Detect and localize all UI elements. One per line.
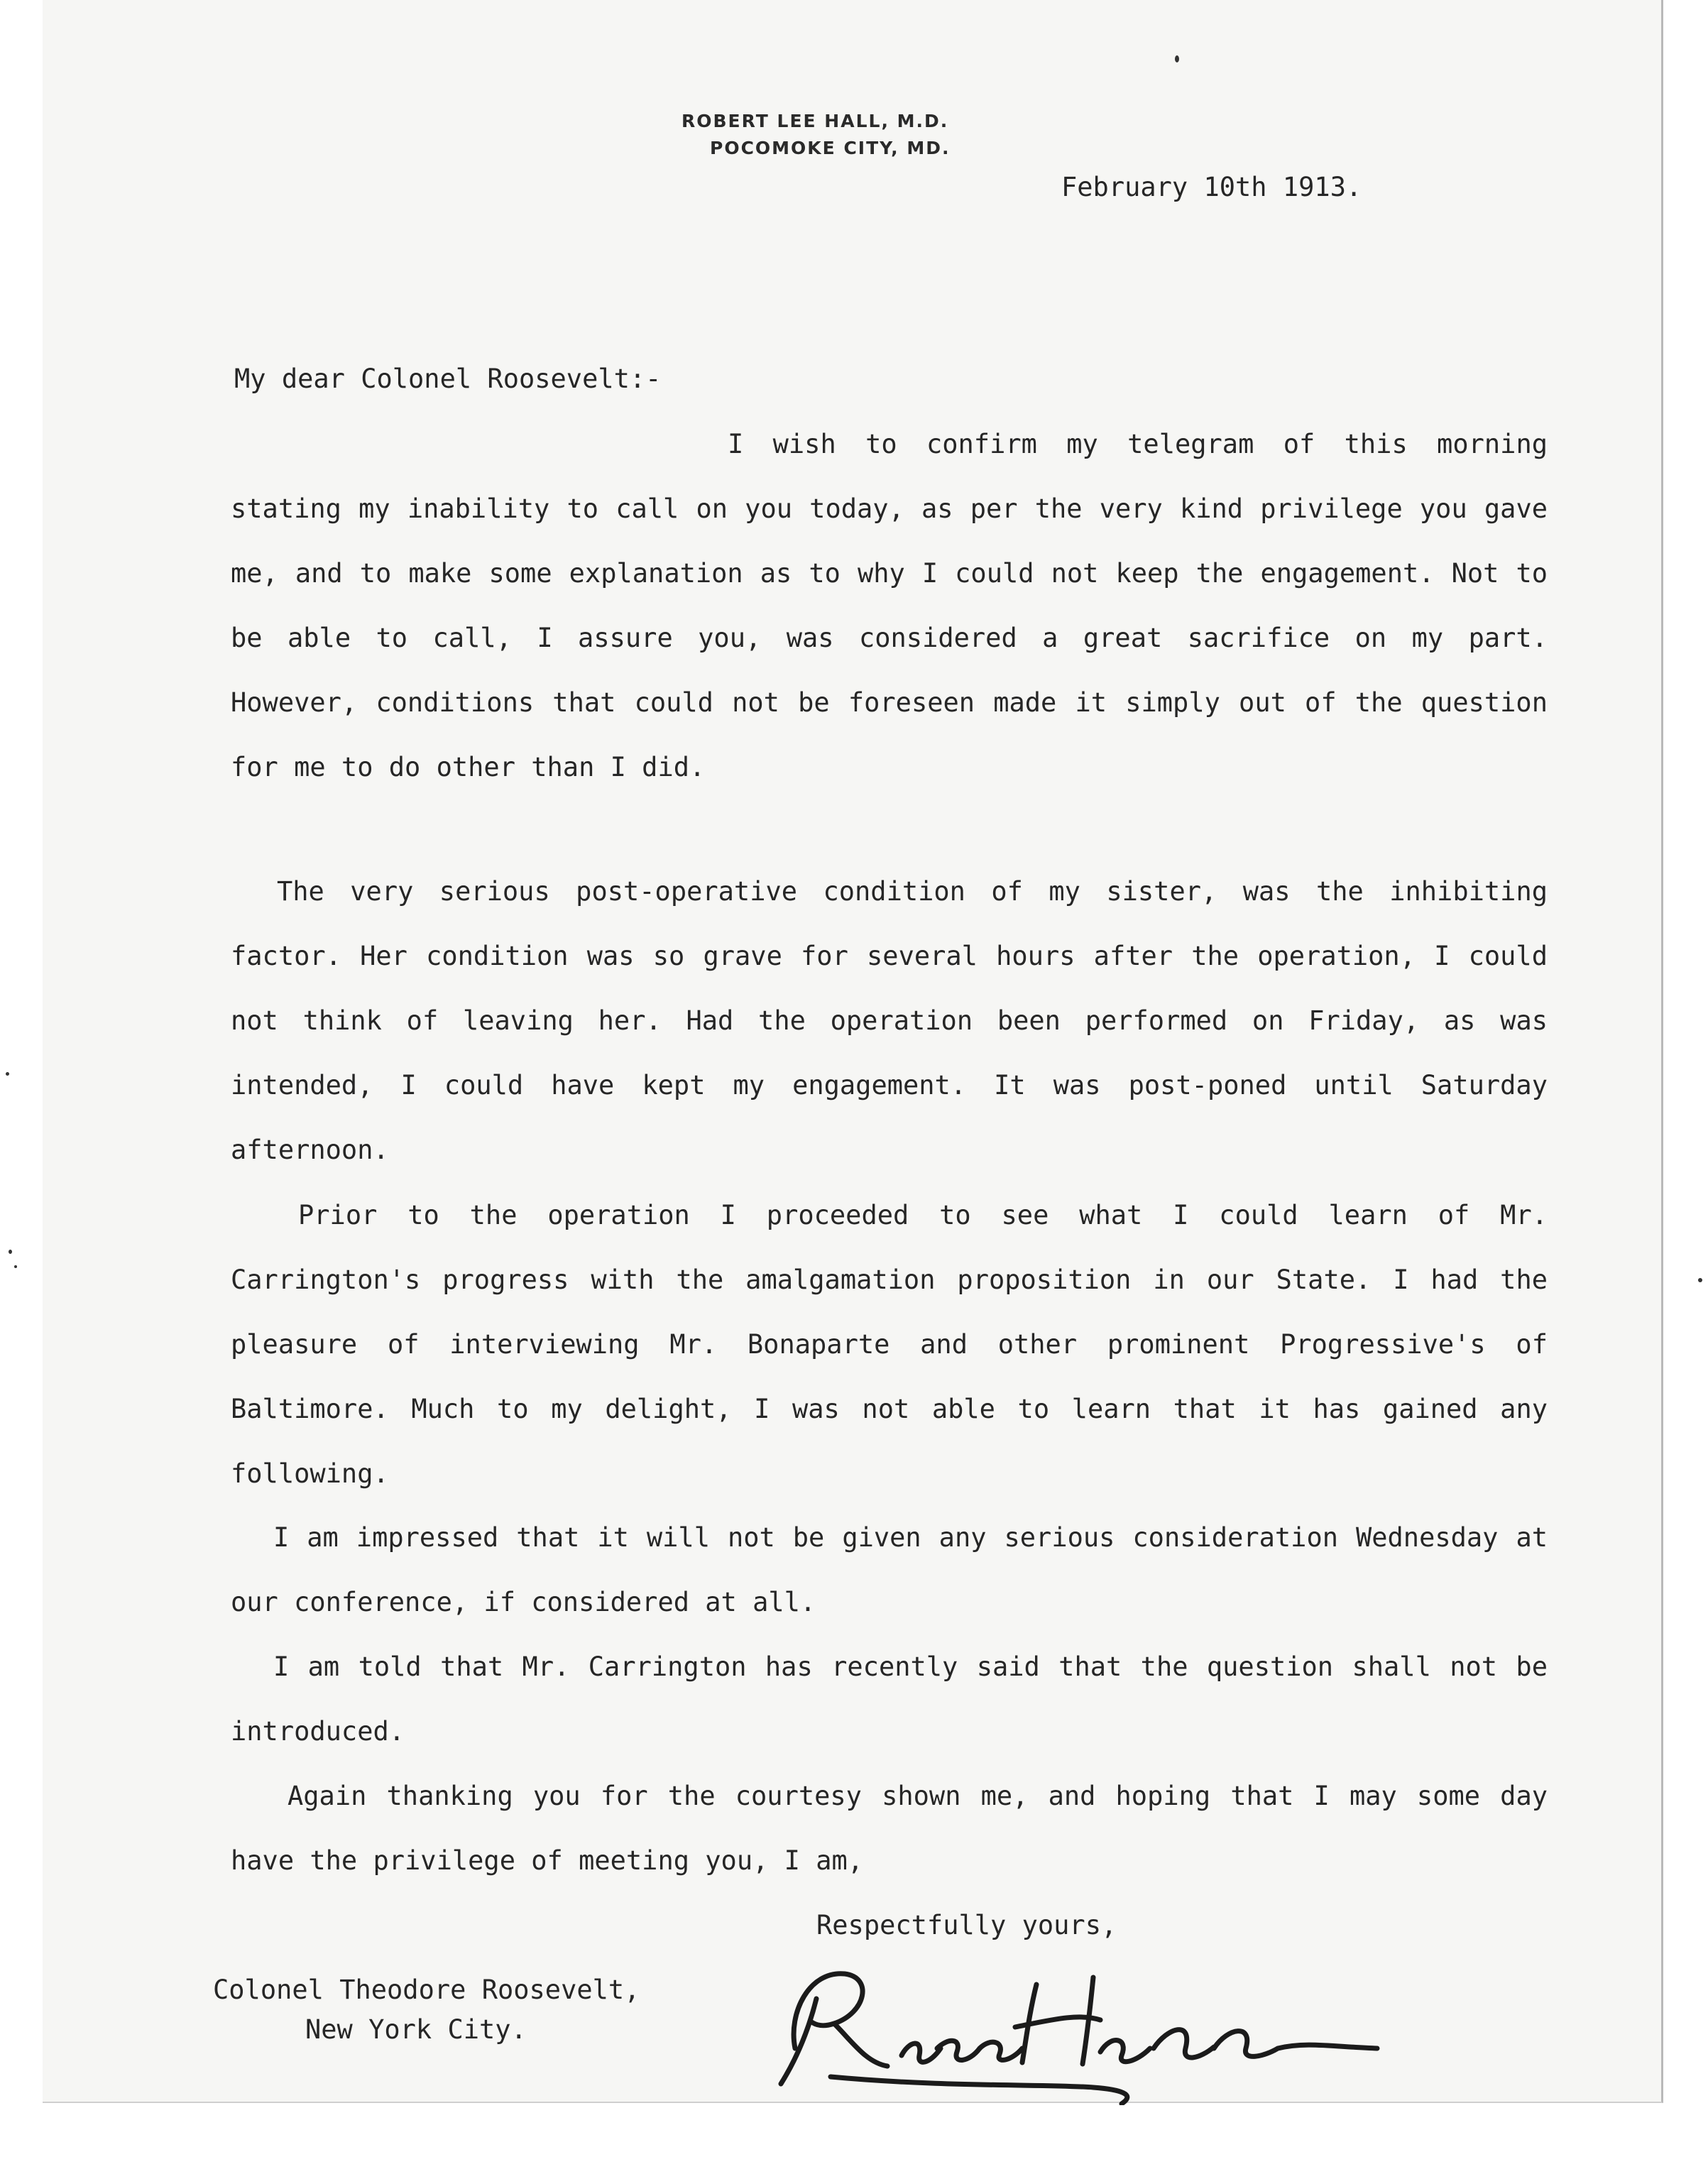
body-paragraph: Prior to the operation I proceeded to see what I could learn of Mr. Carrington's progress with the amalgamation proposition in our State. I had the pleasure of interviewing Mr. Bonaparte and other prominent Progressive's of Baltimore. Much to my delight, I was not able to learn that it has gained any following. — [231, 1200, 1548, 1489]
letterhead — [681, 108, 950, 162]
handwritten-signature — [767, 1942, 1391, 2105]
body-paragraph: I am told that Mr. Carrington has recently said that the question shall not be introduced. — [231, 1651, 1548, 1747]
addressee-city: New York City. — [305, 2014, 527, 2045]
ink-speck — [1698, 1278, 1702, 1282]
letterhead-name: ROBERT LEE HALL, M.D. — [681, 111, 949, 131]
ink-speck — [9, 1250, 12, 1254]
letter-date: February 10th 1913. — [1061, 172, 1362, 202]
body-paragraph: I wish to confirm my telegram of this morning stating my inability to call on you today, as per the very kind privilege you gave me, and to make some explanation as to why I could not keep the engagement. Not to be able to call, I assure you, was considered a great sacrifice on my part. However, conditions that could not be foreseen made it simply out of the question for me to do other than I did. — [231, 429, 1548, 782]
ink-speck — [6, 1072, 9, 1076]
ink-speck — [14, 1265, 17, 1268]
ink-speck — [1175, 55, 1179, 62]
closing: Respectfully yours, — [816, 1910, 1117, 1940]
body-paragraph: I am impressed that it will not be given any serious consideration Wednesday at our conference, if considered at all. — [231, 1522, 1548, 1617]
body-paragraph: The very serious post-operative condition of my sister, was the inhibiting factor. Her condition was so grave for several hours after the operation, I could not think of leaving her. Had the operation been performed on Friday, as was intended, I could have kept my engagement. It was post-poned until Saturday afternoon. — [231, 876, 1548, 1165]
letterhead-location: POCOMOKE CITY, MD. — [710, 138, 951, 158]
body-paragraph: Again thanking you for the courtesy shown me, and hoping that I may some day have the privilege of meeting you, I am, — [231, 1781, 1548, 1876]
addressee-name: Colonel Theodore Roosevelt, — [213, 1975, 640, 2005]
addressee-block — [213, 1970, 640, 2050]
salutation: My dear Colonel Roosevelt:- — [234, 364, 662, 394]
